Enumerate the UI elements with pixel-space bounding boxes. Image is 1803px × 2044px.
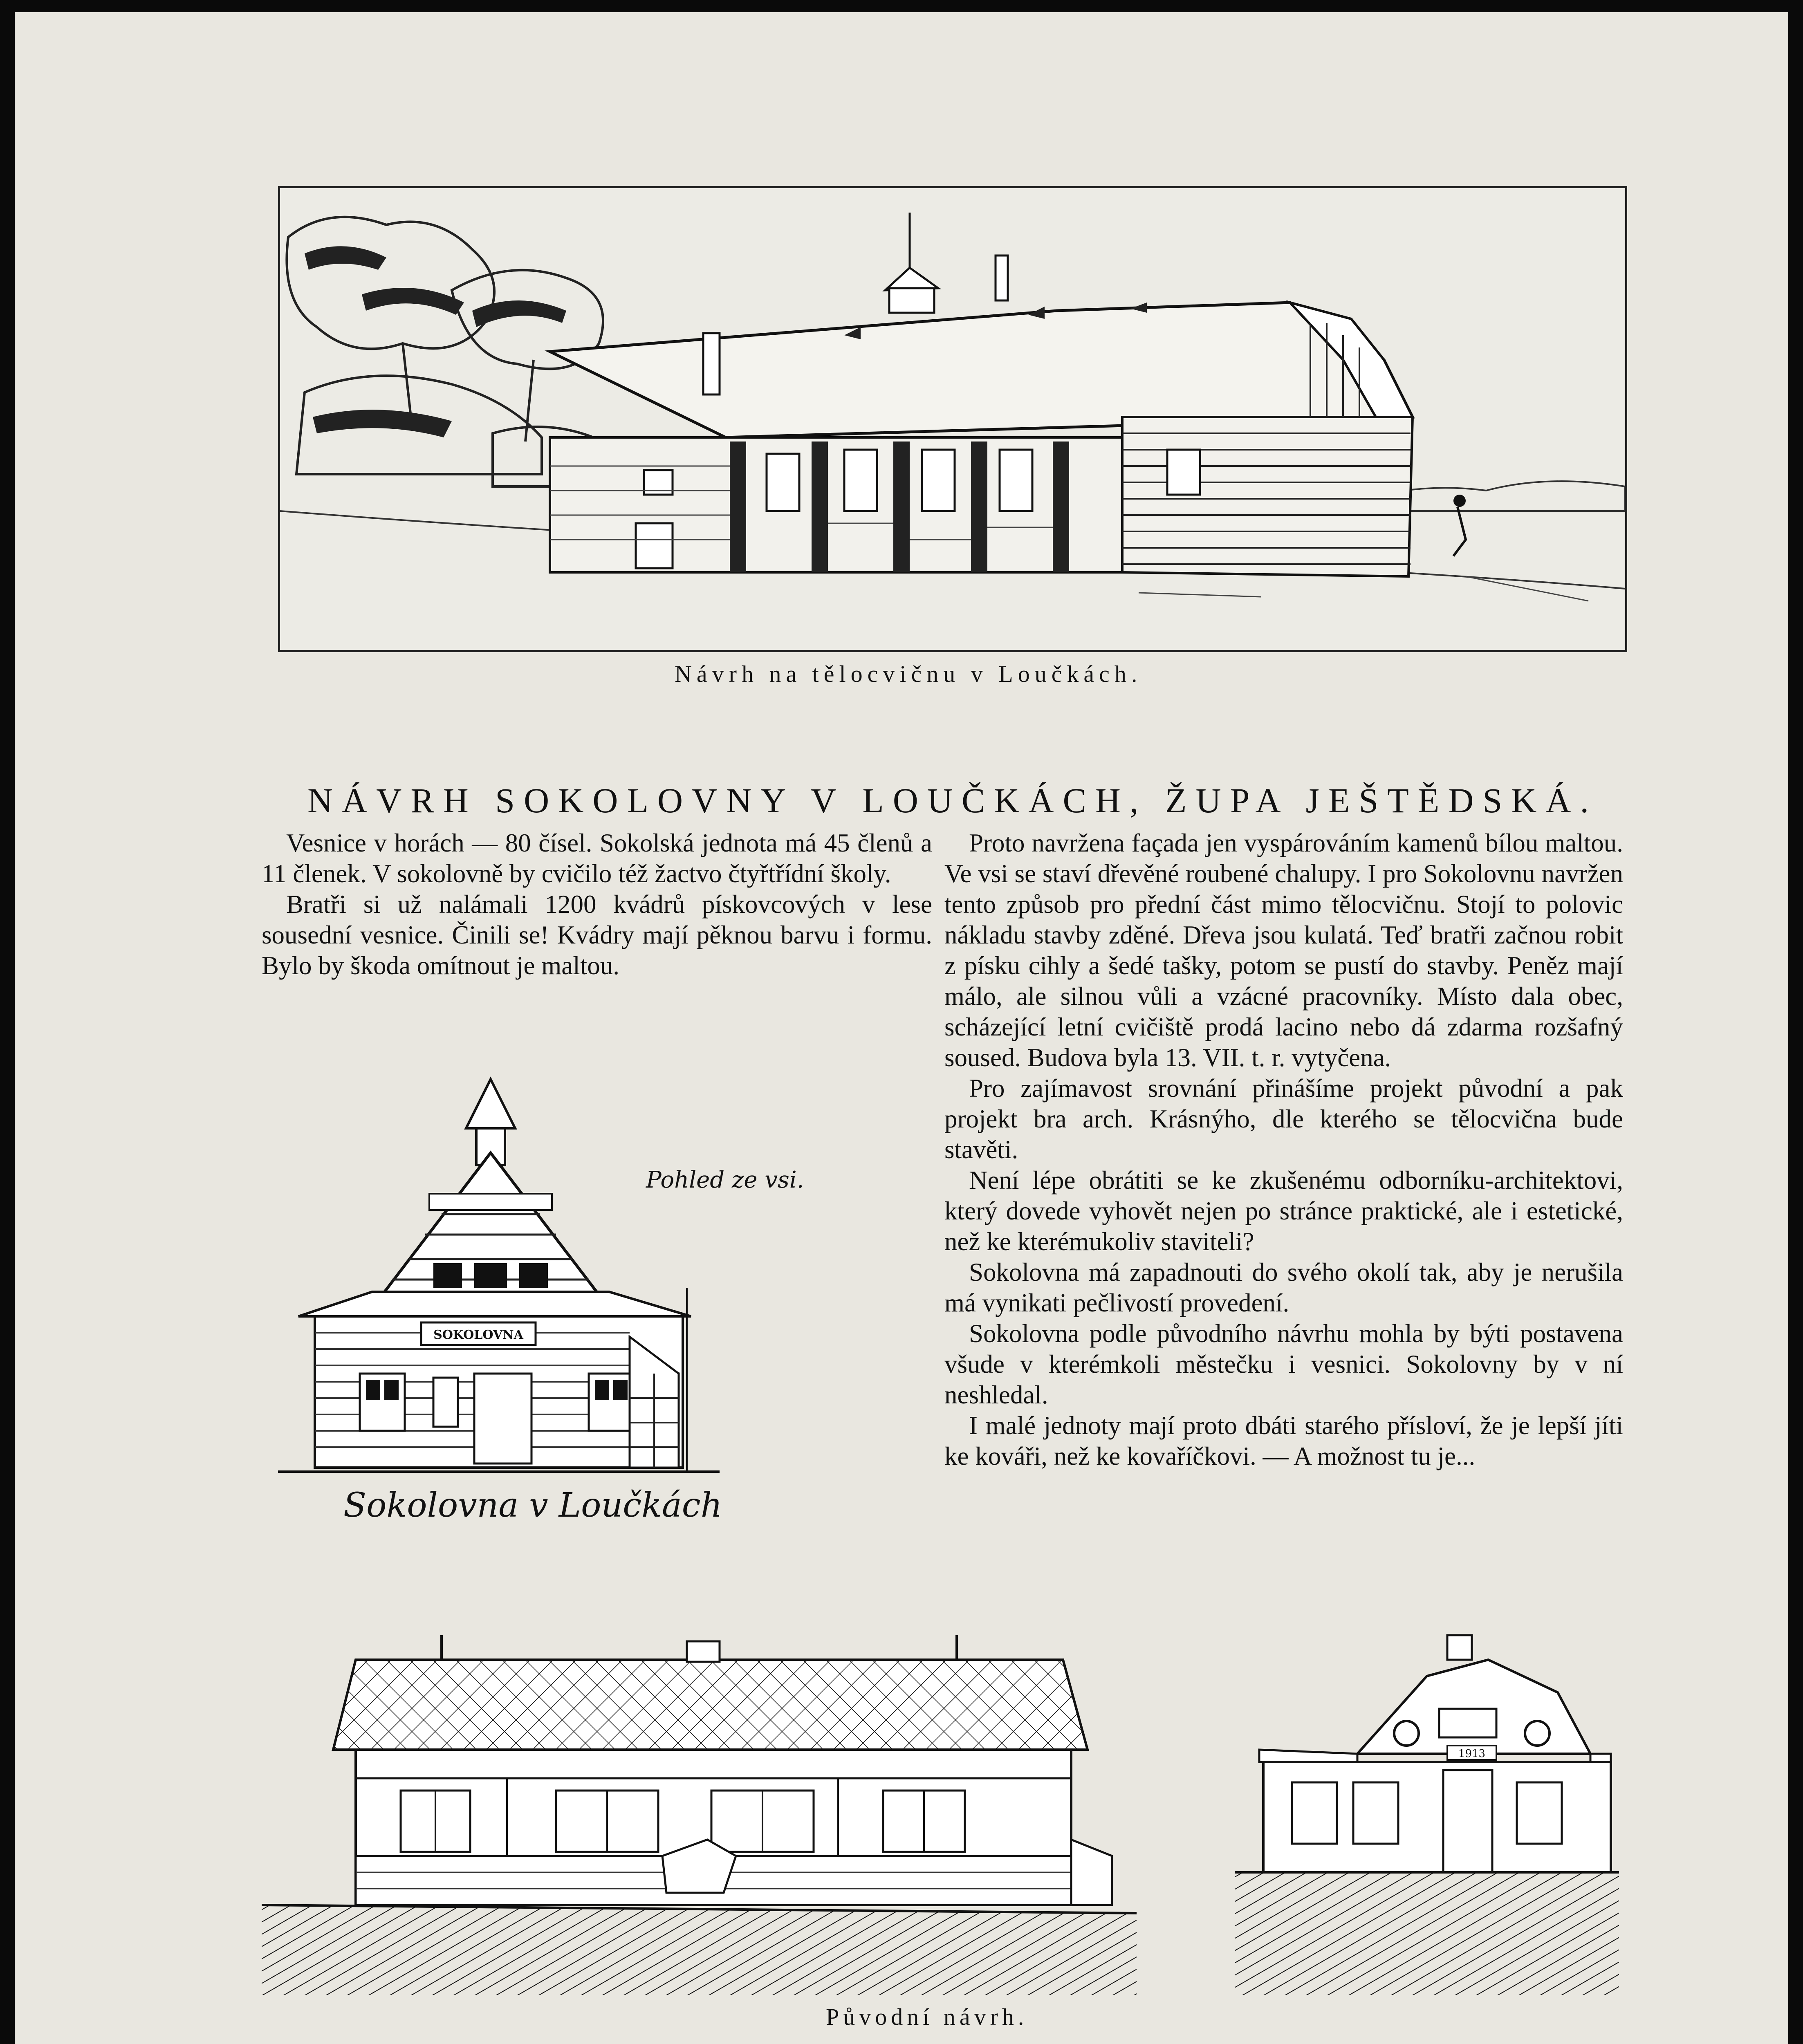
- top-illustration-caption: Návrh na tělocvičnu v Loučkách.: [675, 661, 1142, 687]
- left-text-column: [262, 828, 932, 981]
- scan-border-left: [0, 0, 15, 2044]
- left-paragraph-1: Vesnice v horách — 80 čísel. Sokolská jednota má 45 členů a 11 členek. V sokolovně by cvičilo též žactvo čtyřtřídní školy.: [262, 829, 932, 888]
- original-design-long-svg: [262, 1627, 1141, 1995]
- right-paragraph-1: Proto navržena façada jen vyspárováním kamenů bílou maltou. Ve vsi se staví dřevěné roubené chalupy. I pro Sokolovnu navržen tento způsob pro přední část mimo tělocvičnu. Stojí to polovic nákladu stavby zděné. Dřeva jsou kulatá. Teď bratři začnou robit z písku cihly a šedé tašky, potom se pustí do stavby. Peněz mají málo, ale silnou vůli a vzácné pracovníky. Místo dala obec, scházející letní cvičiště prodá lacino nebo dá zdarma rozšafný soused. Budova byla 13. VII. t. r. vytyčena.: [944, 829, 1623, 1072]
- original-design-gable-svg: [1235, 1619, 1619, 1995]
- right-paragraph-6: I malé jednoty mají proto dbáti starého přísloví, že je lepší jíti ke kováři, než ke kovaříčkovi. — A možnost tu je...: [944, 1411, 1623, 1470]
- handwritten-view-label: Pohled ze vsi.: [646, 1167, 804, 1193]
- right-paragraph-3: Není lépe obrátiti se ke zkušenému odborníku-architektovi, který dovede vyhovět nejen po stránce praktické, ale i estetické, než ke kterémukoliv staviteli?: [944, 1166, 1623, 1256]
- gym-perspective-drawing: [280, 188, 1625, 650]
- right-paragraph-5: Sokolovna podle původního návrhu mohla by býti postavena všude v kterémkoli městečku i vesnici. Sokolovny by v ní neshledal.: [944, 1319, 1623, 1409]
- right-paragraph-2: Pro zajímavost srovnání přinášíme projekt původní a pak projekt bra arch. Krásnýho, dle kterého se tělocvična bude stavěti.: [944, 1074, 1623, 1164]
- scan-border-right: [1788, 0, 1803, 2044]
- handwritten-caption: Sokolovna v Loučkách: [343, 1486, 722, 1525]
- sokolovna-facade-svg: [262, 1071, 842, 1537]
- original-design-caption: Původní návrh.: [826, 2004, 1028, 2030]
- left-paragraph-2: Bratři si už nalámali 1200 kvádrů pískovcových v lese sousední vesnice. Činili se! Kvádry mají pěknou barvu i formu. Bylo by škoda omítnout je maltou.: [262, 890, 932, 980]
- date-plaque-text: 1913: [1458, 1748, 1486, 1760]
- right-paragraph-4: Sokolovna má zapadnouti do svého okolí tak, aby je nerušila má vynikati pečlivostí provedení.: [944, 1258, 1623, 1317]
- sokolovna-elevation-drawing: [262, 1071, 842, 1537]
- gym-perspective-illustration: [278, 186, 1627, 652]
- article-title: NÁVRH SOKOLOVNY V LOUČKÁCH, ŽUPA JEŠTĚDSKÁ.: [307, 780, 1598, 820]
- original-design-long-elevation: [262, 1627, 1141, 1995]
- scan-border-top: [0, 0, 1803, 12]
- sokolovna-sign-text: SOKOLOVNA: [433, 1328, 523, 1342]
- original-design-gable-elevation: [1235, 1619, 1619, 1995]
- right-text-column: [944, 828, 1623, 1472]
